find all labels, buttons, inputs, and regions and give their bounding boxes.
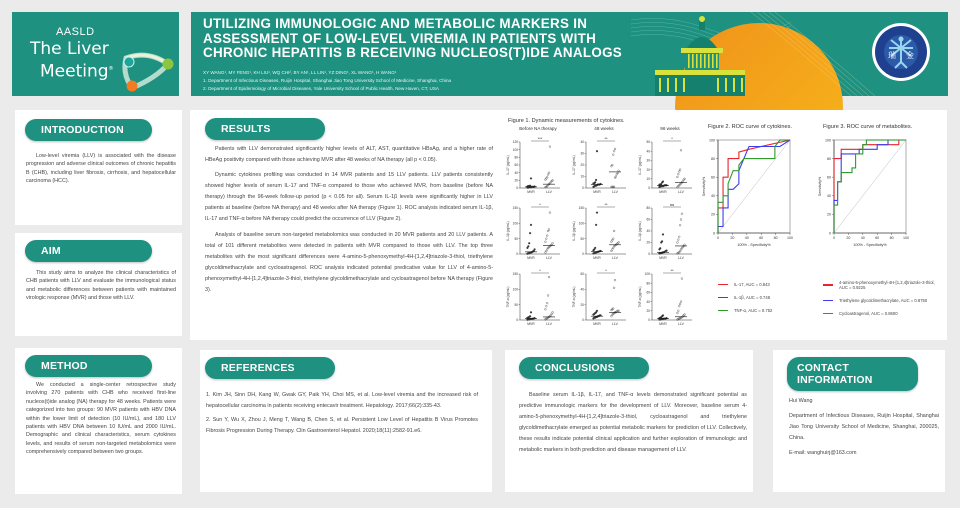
y-tick-label: 40	[646, 149, 650, 154]
data-point	[662, 181, 664, 183]
liver-logo-icon	[120, 48, 178, 94]
figure3-legend	[823, 280, 941, 324]
x-tick-label: 40	[744, 236, 749, 240]
data-point	[529, 315, 531, 317]
data-point	[595, 224, 597, 226]
logo-line1: The Liver	[30, 39, 109, 59]
y-tick-label: 0	[713, 231, 715, 236]
introduction-section	[15, 110, 182, 225]
x-tick-label: LLV	[678, 256, 684, 260]
y-axis-label: IL-1β (pg/mL)	[638, 221, 642, 241]
y-tick-label: 40	[580, 287, 584, 292]
legend-swatch	[718, 310, 728, 312]
contact-name: Hui Wang	[789, 398, 813, 404]
legend-item	[718, 295, 818, 300]
legend-label: 4-amino-5-phenoxymethyl-4H-[1,2,4]triazole-3-thiol, AUC = 0.9225	[839, 280, 935, 290]
figure1-title: Figure 1. Dynamic measurements of cytokines.	[508, 118, 625, 124]
significance-label: **	[670, 268, 674, 273]
legend-item	[823, 298, 941, 303]
y-tick-label: 80	[646, 206, 650, 211]
data-point	[680, 301, 682, 303]
data-point	[678, 171, 680, 173]
x-tick-label: LLV	[546, 256, 552, 260]
data-point	[548, 172, 550, 174]
x-axis-label: 100% - Specificity%	[853, 243, 887, 247]
y-axis-label: Sensitivity%	[818, 176, 822, 197]
x-tick-label: MVR	[593, 190, 601, 194]
data-point	[595, 179, 597, 181]
x-tick-label: 80	[773, 236, 778, 240]
results-paragraph-3: Analysis of baseline serum non-targeted metabolomics was conducted in 20 MVR patients and 20 LLV patients. A total of 101 different metabolites were detected in patients with MVR compared to those with LLV. The top three metabolites with the most significant differences were 4-amino-5-phenoxymethyl-4H-[1,2,4]triazole-3-thiol, triethylene glycoldimethacrylate and cycloastragenol. ROC analysis indicated potential predicative value for LLV of 4-amino-5-phenoxymethyl-4H-[1,2,4]triazole-3-thiol, triethylene glycoldimethacrylate and cycloastragenol before NA therapy (Figure 3).	[205, 231, 493, 293]
x-tick-label: MVR	[659, 256, 667, 260]
figure1-chart	[508, 126, 698, 336]
y-axis-label: IL-1β (pg/mL)	[572, 221, 576, 241]
figure2-legend	[718, 282, 818, 321]
y-tick-label: 50	[514, 302, 518, 307]
figure1-panel	[638, 202, 692, 260]
data-point	[677, 310, 679, 312]
header-decoration	[631, 12, 948, 96]
x-tick-label: 60	[759, 236, 764, 240]
contact-heading: CONTACT INFORMATION	[787, 357, 918, 391]
data-point	[677, 312, 679, 314]
legend-item	[718, 308, 818, 313]
legend-item	[823, 311, 941, 316]
y-tick-label: 150	[578, 206, 584, 211]
y-tick-label: 20	[646, 240, 650, 245]
x-tick-label: 60	[875, 236, 880, 240]
y-tick-label: 100	[644, 272, 650, 277]
figure1-panel	[506, 268, 560, 326]
figure2-chart	[700, 132, 800, 267]
y-tick-label: 120	[512, 140, 518, 145]
y-tick-label: 20	[646, 167, 650, 172]
data-point	[678, 236, 680, 238]
data-point	[662, 315, 664, 317]
y-tick-label: 150	[512, 272, 518, 277]
legend-label: IL-17, AUC = 0.843	[734, 282, 770, 287]
data-point	[530, 178, 532, 180]
affiliation-2: 2. Department of Epidemiology of Microbial Diseases, Yale University School of Public Health, New Haven, CT, USA	[203, 86, 440, 91]
x-tick-label: 100	[787, 236, 793, 240]
authors-block	[203, 69, 451, 93]
data-point	[594, 181, 596, 183]
data-point	[612, 238, 614, 240]
conclusions-paragraph: Baseline serum IL-1β, IL-17, and TNF-α levels demonstrated significant potential as predictive immunologic markers for the development of LLV. Moreover, baseline serum 4-amino-5-phenoxymethyl-4H-[1,2,4]triazole-3-thiol, cycloastragenol and triethylene glycoldimethacrylate emerged as potential metabolic markers for prediction of LLV. Collectively, these results indicate potential clinical application and further exploration of immunologic and metabolic markers in both prediction and disease management of LLV.	[519, 392, 747, 454]
y-tick-label: 0	[516, 318, 518, 323]
y-tick-label: 40	[646, 229, 650, 234]
seal-char-1: 瑞	[888, 51, 896, 60]
reference-diagonal	[718, 140, 790, 233]
data-point	[552, 311, 554, 313]
legend-item	[718, 282, 818, 287]
data-point	[679, 224, 681, 226]
data-point	[534, 249, 536, 251]
significance-label: *	[539, 202, 541, 207]
y-tick-label: 10	[646, 177, 650, 181]
legend-swatch	[718, 297, 728, 299]
y-tick-label: 50	[646, 140, 650, 145]
y-tick-label: 40	[827, 194, 831, 199]
y-tick-label: 20	[646, 309, 650, 313]
contact-address: Department of Infectious Diseases, Ruijin Hospital, Shanghai Jiao Tong University School of Medicine, Shanghai, 200025, China.	[789, 413, 939, 442]
figure1-panel	[506, 202, 560, 260]
x-tick-label: LLV	[612, 322, 618, 326]
data-point	[545, 308, 547, 310]
author-list: XY WANG¹, MY FENG¹, KH LIU¹, WQ CHI², BY AN¹, LL LIN¹, YZ DING¹, XL WANG¹, H WANG¹	[203, 70, 397, 75]
y-axis-label: IL-17 (pg/mL)	[572, 155, 576, 175]
y-tick-label: 100	[709, 138, 715, 143]
results-text	[205, 144, 493, 300]
data-point	[677, 239, 679, 241]
y-tick-label: 0	[829, 231, 831, 236]
significance-label: *	[671, 136, 673, 141]
data-point	[666, 250, 668, 252]
y-axis-label: IL-1β (pg/mL)	[506, 221, 510, 241]
conclusions-text	[519, 390, 747, 460]
data-point	[680, 149, 682, 151]
x-tick-label: MVR	[527, 256, 535, 260]
logo-line2	[40, 60, 114, 81]
significance-label: **	[604, 136, 608, 141]
y-tick-label: 50	[580, 236, 584, 241]
figure1-panel	[572, 136, 626, 194]
y-tick-label: 0	[516, 186, 518, 191]
x-tick-label: LLV	[612, 256, 618, 260]
references-heading: REFERENCES	[205, 357, 335, 379]
data-point	[679, 303, 681, 305]
y-tick-label: 0	[648, 318, 650, 323]
y-tick-label: 60	[514, 163, 518, 168]
y-tick-label: 100	[512, 147, 518, 152]
figure1-panel	[572, 202, 626, 260]
y-tick-label: 0	[516, 252, 518, 257]
significance-label: ns	[669, 202, 675, 207]
y-axis-label: TNF-α (pg/mL)	[638, 286, 642, 308]
figure1-column-title: Before NA therapy	[519, 126, 557, 131]
y-tick-label: 30	[580, 151, 584, 156]
y-tick-label: 20	[827, 212, 831, 217]
y-tick-label: 0	[648, 186, 650, 191]
legend-label: IL-1β, AUC = 0.748	[734, 295, 771, 300]
aim-paragraph: This study aims to analyze the clinical characteristics of CHB patients with LLV and evaluate the immunological status and metabolic differences between patients with maintained virologic response (MVR) and those with LLV.	[26, 270, 176, 302]
data-point	[534, 317, 536, 319]
x-tick-label: 0	[833, 236, 835, 240]
references-section	[200, 350, 492, 492]
data-point	[529, 232, 531, 234]
introduction-paragraph: Low-level viremia (LLV) is associated with the disease progression and adverse clinical outcomes of chronic hepatitis B (CHB), including liver fibrosis, cirrhosis, and hepatocellular carcinoma (HCC).	[26, 153, 176, 185]
data-point	[596, 310, 598, 312]
aim-text	[26, 269, 176, 303]
y-tick-label: 100	[512, 287, 518, 292]
hospital-seal-icon	[872, 23, 930, 81]
legend-item	[823, 280, 941, 290]
figure3-title: Figure 3. ROC curve of metabolites.	[823, 124, 913, 130]
legend-swatch	[718, 284, 728, 286]
significance-label: ***	[537, 136, 543, 141]
contact-email[interactable]: E-mail: wanghuirj@163.com	[789, 450, 857, 457]
data-point	[681, 213, 683, 215]
data-point	[596, 150, 598, 152]
y-tick-label: 80	[646, 281, 650, 286]
data-point	[547, 174, 549, 176]
poster-title: UTILIZING IMMUNOLOGIC AND METABOLIC MARKERS IN ASSESSMENT OF LOW-LEVEL VIREMIA IN PATIENTS WITH CHRONIC HEPATITIS B RECEIVING NUCLEOS(T)IDE ANALOGS	[203, 16, 623, 61]
aim-section	[15, 233, 182, 336]
y-tick-label: 40	[646, 299, 650, 304]
data-point	[681, 278, 683, 280]
figure1-panel	[638, 268, 692, 326]
data-point	[549, 146, 551, 148]
y-tick-label: 0	[648, 252, 650, 257]
y-tick-label: 60	[711, 175, 715, 180]
method-section	[15, 348, 182, 494]
y-tick-label: 100	[825, 138, 831, 143]
data-point	[594, 247, 596, 249]
y-tick-label: 20	[514, 178, 518, 183]
data-point	[529, 185, 531, 187]
data-point	[545, 241, 547, 243]
x-tick-label: MVR	[659, 322, 667, 326]
data-point	[614, 279, 616, 281]
registered-mark: ®	[108, 66, 114, 72]
y-tick-label: 80	[711, 156, 715, 161]
y-axis-label: IL-17 (pg/mL)	[506, 155, 510, 175]
y-tick-label: 60	[580, 272, 584, 277]
conference-logo	[12, 12, 179, 96]
introduction-heading: INTRODUCTION	[25, 119, 152, 141]
figure3-chart	[816, 132, 931, 267]
x-tick-label: MVR	[527, 190, 535, 194]
y-tick-label: 100	[512, 221, 518, 226]
data-point	[612, 154, 614, 156]
results-paragraph-2: Dynamic cytokines profiling was conducted in 14 MVR patients and 15 LLV patients. LLV patients consistently showed higher levels of serum IL-17 and TNF-α compared to those who achieved MVR, from baseline (before NA therapy) through the 96-week follow-up period (p < 0.05 for all). Serum IL-1β levels were significantly higher in LLV patients at baseline (before NA therapy) and 48 weeks after NA therapy (Figure 1). ROC analysis indicated serum IL-1β, IL-17 and TNF-α before NA therapy could predict the occurrence of LLV (Figure 2).	[205, 172, 493, 223]
data-point	[678, 305, 680, 307]
y-tick-label: 0	[582, 318, 584, 323]
legend-label: Cycloastragenol, AUC = 0.8600	[839, 311, 898, 316]
y-tick-label: 50	[514, 236, 518, 241]
y-tick-label: 20	[580, 302, 584, 307]
y-tick-label: 80	[827, 156, 831, 161]
data-point	[546, 235, 548, 237]
figure1-panel	[506, 136, 560, 194]
data-point	[677, 176, 679, 178]
contact-details	[789, 396, 939, 459]
legend-swatch	[823, 300, 833, 302]
x-tick-label: 0	[717, 236, 719, 240]
data-point	[661, 240, 663, 242]
x-tick-label: MVR	[527, 322, 535, 326]
data-point	[613, 287, 615, 289]
results-paragraph-1: Patients with LLV demonstrated significantly higher levels of ALT, AST, quantitative HBsAg, and a higher rate of HBeAg positivity compared with those achieving MVR after 48 weeks of NA therapy (all p < 0.05).	[205, 146, 493, 164]
data-point	[552, 242, 554, 244]
data-point	[677, 173, 679, 175]
x-tick-label: 20	[730, 236, 735, 240]
x-tick-label: MVR	[659, 190, 667, 194]
data-point	[613, 150, 615, 152]
aim-heading: AIM	[25, 240, 152, 262]
data-point	[613, 230, 615, 232]
significance-label: *	[605, 268, 607, 273]
references-list	[206, 390, 478, 437]
data-point	[545, 305, 547, 307]
data-point	[548, 276, 550, 278]
legend-swatch	[823, 284, 833, 286]
x-tick-label: 20	[846, 236, 851, 240]
seal-char-2: 金	[906, 51, 914, 60]
significance-label: **	[604, 202, 608, 207]
data-point	[545, 238, 547, 240]
data-point	[659, 247, 661, 249]
legend-label: Triethylene glycoldimethacrylate, AUC = 0.8750	[839, 298, 928, 303]
logo-line2-text: Meeting	[40, 61, 109, 82]
data-point	[618, 170, 620, 172]
conclusions-section	[505, 350, 753, 492]
data-point	[662, 234, 664, 236]
reference-item: 1. Kim JH, Sinn DH, Kang W, Gwak GY, Paik YH, Choi MS, et al. Low-level viremia and the increased risk of hepatocellular carcinoma in patients receiving entecavir treatment. Hepatology. 2017;66(2):335-43.	[206, 392, 478, 410]
x-tick-label: 80	[889, 236, 894, 240]
figure1-column-title: 96 weeks	[660, 126, 680, 131]
x-tick-label: MVR	[593, 256, 601, 260]
data-point	[549, 212, 551, 214]
y-tick-label: 80	[514, 155, 518, 160]
data-point	[546, 302, 548, 304]
method-heading: METHOD	[25, 355, 152, 377]
y-tick-label: 150	[512, 206, 518, 211]
y-tick-label: 40	[580, 140, 584, 145]
method-paragraph: We conducted a single-center retrospective study involving 270 patients with CHB who received first-line nucleos(t)ide analog (NA) therapy for 48 weeks. Patients were categorized into two groups: 90 MVR patients with HBV DNA within the lower limit of detection (10 IU/mL), and 180 LLV patients with HBV DNA between 10 IU/mL and 2000 IU/mL. Demographic and clinical characteristics, serum cytokines levels, and results of serum non-targeted metabolomics were comprehensively compared between two groups.	[26, 382, 176, 455]
data-point	[679, 169, 681, 171]
data-point	[677, 242, 679, 244]
x-tick-label: LLV	[546, 190, 552, 194]
y-tick-label: 0	[582, 252, 584, 257]
y-axis-label: Sensitivity%	[702, 176, 706, 197]
figure1-panel	[638, 136, 692, 194]
poster-header	[191, 12, 948, 96]
y-tick-label: 20	[711, 212, 715, 217]
x-axis-label: 100% - Specificity%	[737, 243, 771, 247]
data-point	[614, 148, 616, 150]
y-tick-label: 100	[578, 221, 584, 226]
data-point	[530, 311, 532, 313]
data-point	[527, 245, 529, 247]
y-tick-label: 10	[580, 174, 584, 179]
y-tick-label: 60	[646, 290, 650, 295]
y-tick-label: 0	[582, 186, 584, 191]
y-tick-label: 60	[827, 175, 831, 180]
data-point	[660, 183, 662, 185]
introduction-text	[26, 152, 176, 186]
figure2-title: Figure 2. ROC curve of cytokines.	[708, 124, 792, 130]
legend-swatch	[823, 313, 833, 315]
data-point	[548, 229, 550, 231]
data-point	[530, 224, 532, 226]
results-section	[190, 110, 947, 340]
reference-item: 2. Sun Y, Wu X, Zhou J, Meng T, Wang B, Chen S, et al. Persistent Low Level of Hepatitis B Virus Promotes Fibrosis Progression During Therapy. Clin Gastroenterol Hepatol. 2020;18(11):2582-91.e6.	[206, 417, 478, 435]
y-tick-label: 40	[711, 194, 715, 199]
data-point	[596, 212, 598, 214]
y-tick-label: 60	[646, 217, 650, 222]
y-axis-label: TNF-α (pg/mL)	[572, 286, 576, 308]
x-tick-label: LLV	[678, 190, 684, 194]
significance-label: *	[539, 268, 541, 273]
conclusions-heading: CONCLUSIONS	[519, 357, 649, 379]
y-axis-label: IL-17 (pg/mL)	[638, 155, 642, 175]
x-tick-label: MVR	[593, 322, 601, 326]
method-text	[26, 381, 176, 456]
figure1-column-title: 48 weeks	[594, 126, 614, 131]
x-tick-label: LLV	[546, 322, 552, 326]
figure1-panel	[572, 268, 626, 326]
legend-label: TNF-α, AUC = 0.752	[734, 308, 773, 313]
y-tick-label: 30	[646, 158, 650, 163]
x-tick-label: LLV	[612, 190, 618, 194]
data-point	[680, 219, 682, 221]
data-point	[547, 295, 549, 297]
results-heading: RESULTS	[205, 118, 325, 140]
x-tick-label: 40	[860, 236, 865, 240]
data-point	[528, 242, 530, 244]
y-axis-label: TNF-α (pg/mL)	[506, 286, 510, 308]
affiliation-1: 1. Department of Infectious Diseases, Ruijin Hospital, Shanghai Jiao Tong University School of Medicine, Shanghai, China	[203, 78, 452, 83]
y-tick-label: 20	[580, 163, 584, 168]
x-tick-label: LLV	[678, 322, 684, 326]
x-tick-label: 100	[903, 236, 909, 240]
contact-section	[773, 350, 945, 492]
y-tick-label: 40	[514, 170, 518, 175]
logo-org: AASLD	[56, 26, 95, 38]
